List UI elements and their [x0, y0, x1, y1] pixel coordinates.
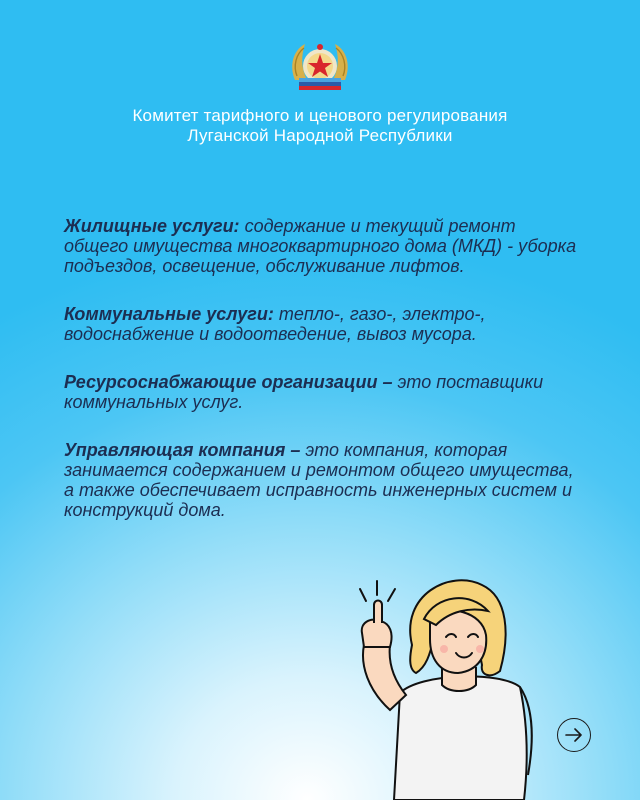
definition-term: Ресурсоснабжающие организации –	[64, 372, 393, 392]
next-slide-button[interactable]	[557, 718, 591, 752]
definition-management-company	[64, 440, 584, 520]
arrow-right-icon	[565, 728, 583, 742]
definition-utility-services	[64, 304, 584, 344]
definition-text: содержание и текущий ремонт общего имущества многоквартирного дома (МКД) - уборка подъездов, освещение, обслуживание лифтов.	[64, 216, 577, 276]
definition-text: это компания, которая занимается содержанием и ремонтом общего имущества, а также обеспечивает исправность инженерных систем и конструкций дома.	[64, 440, 574, 520]
person-pointing-illustration	[350, 575, 540, 800]
definition-resource-suppliers	[64, 372, 584, 412]
organization-name-line-2: Луганской Народной Республики	[187, 126, 453, 145]
definition-term: Коммунальные услуги:	[64, 304, 274, 324]
definition-text: это поставщики коммунальных услуг.	[64, 372, 544, 412]
definition-housing-services	[64, 216, 584, 276]
definition-term: Управляющая компания –	[64, 440, 301, 460]
definition-text: тепло-, газо-, электро-, водоснабжение и водоотведение, вывоз мусора.	[64, 304, 486, 344]
organization-name	[0, 106, 640, 146]
organization-name-line-1: Комитет тарифного и ценового регулирования	[132, 106, 508, 125]
state-emblem-icon	[287, 36, 353, 102]
definition-term: Жилищные услуги:	[64, 216, 240, 236]
definitions-list	[64, 216, 584, 548]
